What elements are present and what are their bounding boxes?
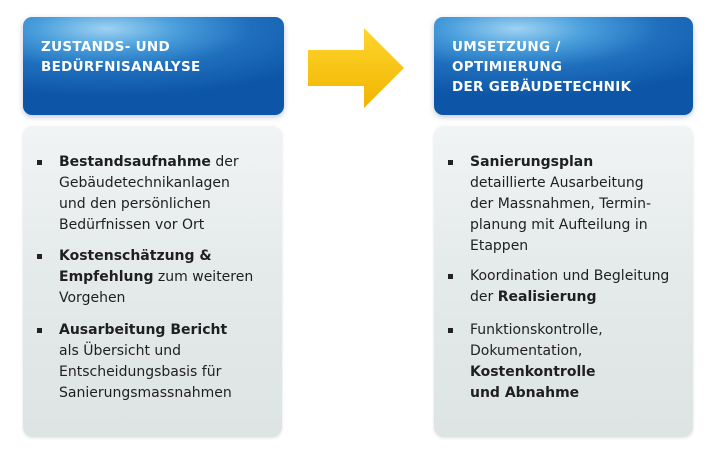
item-line: Kostenschätzung &	[59, 248, 212, 264]
item-strong: Realisierung	[497, 289, 597, 305]
square-bullet-icon	[37, 254, 42, 259]
item-line: Dokumentation,	[470, 343, 583, 359]
square-bullet-icon	[448, 274, 453, 279]
arrow-right-icon	[308, 28, 404, 108]
item-text: der	[470, 289, 498, 305]
item-text: zum weiteren	[153, 269, 254, 285]
item-line: Etappen	[470, 238, 529, 254]
item-line: Koordination und Begleitung	[470, 268, 670, 284]
list-item-bestandsaufnahme	[59, 152, 277, 236]
header-line: ZUSTANDS- UND	[41, 39, 170, 55]
header-line: UMSETZUNG /	[452, 39, 561, 55]
list-item-bericht	[59, 320, 277, 404]
item-line: detaillierte Ausarbeitung	[470, 175, 644, 191]
item-line: Entscheidungsbasis für	[59, 364, 222, 380]
square-bullet-icon	[448, 328, 453, 333]
header-line: OPTIMIERUNG	[452, 59, 563, 75]
item-line: Vorgehen	[59, 290, 126, 306]
header-umsetzung	[434, 17, 693, 115]
item-line: als Übersicht und	[59, 343, 182, 359]
item-line: Kostenkontrolle	[470, 364, 596, 380]
item-line: und den persönlichen	[59, 196, 211, 212]
item-line: und Abnahme	[470, 385, 580, 401]
item-line	[59, 152, 277, 173]
card-analyse	[23, 126, 282, 437]
item-line: Gebäudetechnikanlagen	[59, 175, 230, 191]
item-strong: Empfehlung	[59, 269, 154, 285]
item-strong: Bestandsaufnahme	[59, 154, 211, 170]
item-line: Sanierungsplan	[470, 154, 594, 170]
list-item-kostenschaetzung	[59, 246, 277, 309]
item-line: Ausarbeitung Bericht	[59, 322, 228, 338]
item-line: Sanierungsmassnahmen	[59, 385, 232, 401]
square-bullet-icon	[448, 160, 453, 165]
header-line: DER GEBÄUDETECHNIK	[452, 79, 632, 95]
list-item-koordination	[470, 266, 688, 308]
list-item-sanierungsplan	[470, 152, 688, 257]
list-item-funktionskontrolle	[470, 320, 688, 404]
square-bullet-icon	[37, 160, 42, 165]
item-line: Funktionskontrolle,	[470, 322, 603, 338]
item-line	[470, 287, 688, 308]
header-line: BEDÜRFNISANALYSE	[41, 59, 201, 75]
item-line: planung mit Aufteilung in	[470, 217, 648, 233]
card-umsetzung	[434, 126, 693, 437]
item-line: der Massnahmen, Termin-	[470, 196, 652, 212]
square-bullet-icon	[37, 328, 42, 333]
item-text: der	[210, 154, 239, 170]
item-line	[59, 267, 277, 288]
item-line: Bedürfnissen vor Ort	[59, 217, 205, 233]
header-zustandsanalyse	[23, 17, 284, 115]
